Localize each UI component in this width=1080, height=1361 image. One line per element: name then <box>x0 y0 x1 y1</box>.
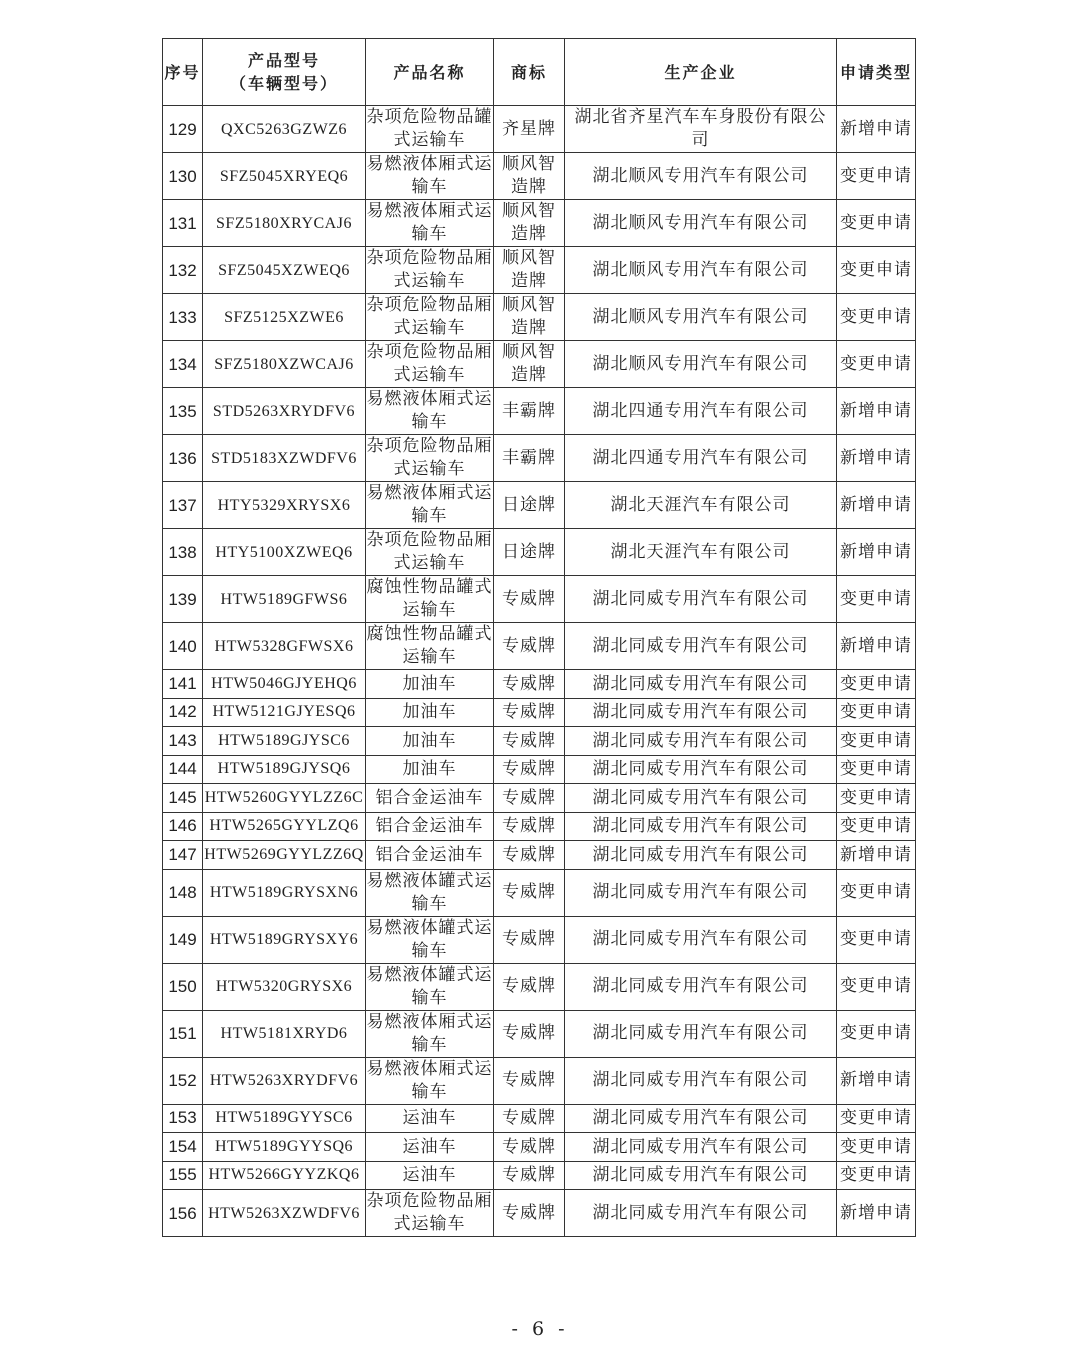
manufacturer-cell: 湖北同威专用汽车有限公司 <box>565 812 837 841</box>
application-type-cell: 新增申请 <box>837 1190 916 1237</box>
product-name-cell: 铝合金运油车 <box>366 812 494 841</box>
header-application-type: 申请类型 <box>837 39 916 106</box>
table-row <box>163 1104 916 1133</box>
product-model-cell: HTW5269GYYLZZ6Q <box>203 841 366 870</box>
brand-cell: 专威牌 <box>494 698 565 727</box>
product-model-cell: HTW5260GYYLZZ6C <box>203 784 366 813</box>
brand-cell: 专威牌 <box>494 916 565 963</box>
serial-number-cell: 135 <box>163 388 203 435</box>
product-model-cell: HTW5189GRYSXY6 <box>203 916 366 963</box>
brand-cell: 专威牌 <box>494 1104 565 1133</box>
application-type-cell: 新增申请 <box>837 106 916 153</box>
serial-number-cell: 156 <box>163 1190 203 1237</box>
brand-cell: 专威牌 <box>494 755 565 784</box>
product-name-cell: 运油车 <box>366 1161 494 1190</box>
serial-number-cell: 134 <box>163 341 203 388</box>
header-serial-number: 序号 <box>163 39 203 106</box>
product-name-cell: 加油车 <box>366 755 494 784</box>
product-model-cell: SFZ5045XRYEQ6 <box>203 153 366 200</box>
header-manufacturer: 生产企业 <box>565 39 837 106</box>
table-row <box>163 812 916 841</box>
product-model-cell: HTW5181XRYD6 <box>203 1010 366 1057</box>
product-name-cell: 易燃液体罐式运输车 <box>366 869 494 916</box>
serial-number-cell: 152 <box>163 1057 203 1104</box>
manufacturer-cell: 湖北同威专用汽车有限公司 <box>565 1104 837 1133</box>
manufacturer-cell: 湖北同威专用汽车有限公司 <box>565 869 837 916</box>
product-model-cell: HTW5189GFWS6 <box>203 576 366 623</box>
brand-cell: 专威牌 <box>494 1057 565 1104</box>
brand-cell: 专威牌 <box>494 841 565 870</box>
table-row <box>163 1010 916 1057</box>
manufacturer-cell: 湖北同威专用汽车有限公司 <box>565 1133 837 1162</box>
brand-cell: 专威牌 <box>494 670 565 699</box>
manufacturer-cell: 湖北天涯汽车有限公司 <box>565 529 837 576</box>
product-name-cell: 杂项危险物品厢式运输车 <box>366 247 494 294</box>
brand-cell: 丰霸牌 <box>494 435 565 482</box>
serial-number-cell: 147 <box>163 841 203 870</box>
application-type-cell: 新增申请 <box>837 1057 916 1104</box>
brand-cell: 日途牌 <box>494 529 565 576</box>
table-row <box>163 200 916 247</box>
brand-cell: 专威牌 <box>494 1133 565 1162</box>
manufacturer-cell: 湖北顺风专用汽车有限公司 <box>565 247 837 294</box>
serial-number-cell: 140 <box>163 623 203 670</box>
product-model-cell: HTW5046GJYEHQ6 <box>203 670 366 699</box>
application-type-cell: 新增申请 <box>837 388 916 435</box>
table-row <box>163 869 916 916</box>
product-name-cell: 易燃液体厢式运输车 <box>366 482 494 529</box>
manufacturer-cell: 湖北四通专用汽车有限公司 <box>565 388 837 435</box>
application-type-cell: 变更申请 <box>837 755 916 784</box>
product-name-cell: 铝合金运油车 <box>366 841 494 870</box>
table-row <box>163 106 916 153</box>
brand-cell: 专威牌 <box>494 812 565 841</box>
product-model-cell: HTW5266GYYZKQ6 <box>203 1161 366 1190</box>
product-name-cell: 运油车 <box>366 1133 494 1162</box>
manufacturer-cell: 湖北同威专用汽车有限公司 <box>565 1161 837 1190</box>
application-type-cell: 变更申请 <box>837 1133 916 1162</box>
brand-cell: 专威牌 <box>494 623 565 670</box>
application-type-cell: 变更申请 <box>837 1104 916 1133</box>
table-header-row <box>163 39 916 106</box>
manufacturer-cell: 湖北顺风专用汽车有限公司 <box>565 341 837 388</box>
header-product-model: 产品型号 （车辆型号） <box>203 39 366 106</box>
brand-cell: 专威牌 <box>494 576 565 623</box>
serial-number-cell: 150 <box>163 963 203 1010</box>
product-name-cell: 加油车 <box>366 727 494 756</box>
brand-cell: 顺风智造牌 <box>494 341 565 388</box>
product-model-cell: STD5183XZWDFV6 <box>203 435 366 482</box>
product-name-cell: 易燃液体厢式运输车 <box>366 1010 494 1057</box>
manufacturer-cell: 湖北同威专用汽车有限公司 <box>565 670 837 699</box>
application-type-cell: 变更申请 <box>837 1010 916 1057</box>
application-type-cell: 新增申请 <box>837 623 916 670</box>
application-type-cell: 变更申请 <box>837 294 916 341</box>
brand-cell: 顺风智造牌 <box>494 247 565 294</box>
serial-number-cell: 155 <box>163 1161 203 1190</box>
table-row <box>163 1057 916 1104</box>
application-type-cell: 新增申请 <box>837 841 916 870</box>
product-model-cell: HTW5189GYYSQ6 <box>203 1133 366 1162</box>
table-row <box>163 1161 916 1190</box>
serial-number-cell: 149 <box>163 916 203 963</box>
product-name-cell: 铝合金运油车 <box>366 784 494 813</box>
serial-number-cell: 142 <box>163 698 203 727</box>
product-name-cell: 腐蚀性物品罐式运输车 <box>366 623 494 670</box>
application-type-cell: 变更申请 <box>837 963 916 1010</box>
serial-number-cell: 133 <box>163 294 203 341</box>
table-row <box>163 529 916 576</box>
brand-cell: 专威牌 <box>494 1010 565 1057</box>
product-name-cell: 易燃液体厢式运输车 <box>366 200 494 247</box>
serial-number-cell: 129 <box>163 106 203 153</box>
product-model-cell: HTY5100XZWEQ6 <box>203 529 366 576</box>
table-row <box>163 623 916 670</box>
serial-number-cell: 153 <box>163 1104 203 1133</box>
product-name-cell: 杂项危险物品厢式运输车 <box>366 1190 494 1237</box>
product-model-cell: HTW5189GRYSXN6 <box>203 869 366 916</box>
product-model-cell: HTW5265GYYLZQ6 <box>203 812 366 841</box>
manufacturer-cell: 湖北天涯汽车有限公司 <box>565 482 837 529</box>
vehicle-product-table <box>162 38 916 1237</box>
product-model-cell: SFZ5125XZWE6 <box>203 294 366 341</box>
product-model-cell: HTW5189GJYSQ6 <box>203 755 366 784</box>
product-name-cell: 运油车 <box>366 1104 494 1133</box>
manufacturer-cell: 湖北同威专用汽车有限公司 <box>565 784 837 813</box>
application-type-cell: 新增申请 <box>837 435 916 482</box>
application-type-cell: 变更申请 <box>837 1161 916 1190</box>
application-type-cell: 变更申请 <box>837 200 916 247</box>
product-name-cell: 加油车 <box>366 670 494 699</box>
application-type-cell: 变更申请 <box>837 670 916 699</box>
serial-number-cell: 146 <box>163 812 203 841</box>
serial-number-cell: 131 <box>163 200 203 247</box>
serial-number-cell: 154 <box>163 1133 203 1162</box>
product-name-cell: 杂项危险物品厢式运输车 <box>366 294 494 341</box>
application-type-cell: 变更申请 <box>837 341 916 388</box>
table-row <box>163 784 916 813</box>
application-type-cell: 变更申请 <box>837 916 916 963</box>
manufacturer-cell: 湖北同威专用汽车有限公司 <box>565 916 837 963</box>
product-model-cell: STD5263XRYDFV6 <box>203 388 366 435</box>
manufacturer-cell: 湖北顺风专用汽车有限公司 <box>565 200 837 247</box>
manufacturer-cell: 湖北省齐星汽车车身股份有限公司 <box>565 106 837 153</box>
header-brand: 商标 <box>494 39 565 106</box>
manufacturer-cell: 湖北同威专用汽车有限公司 <box>565 727 837 756</box>
table-row <box>163 916 916 963</box>
table-row <box>163 963 916 1010</box>
product-name-cell: 腐蚀性物品罐式运输车 <box>366 576 494 623</box>
manufacturer-cell: 湖北顺风专用汽车有限公司 <box>565 153 837 200</box>
manufacturer-cell: 湖北同威专用汽车有限公司 <box>565 623 837 670</box>
table-row <box>163 294 916 341</box>
table-row <box>163 670 916 699</box>
brand-cell: 专威牌 <box>494 869 565 916</box>
manufacturer-cell: 湖北同威专用汽车有限公司 <box>565 963 837 1010</box>
table-row <box>163 341 916 388</box>
table-row <box>163 153 916 200</box>
table-row <box>163 755 916 784</box>
product-name-cell: 易燃液体罐式运输车 <box>366 916 494 963</box>
manufacturer-cell: 湖北四通专用汽车有限公司 <box>565 435 837 482</box>
page-number: - 6 - <box>511 1318 569 1340</box>
application-type-cell: 新增申请 <box>837 482 916 529</box>
table-row <box>163 698 916 727</box>
table-row <box>163 1190 916 1237</box>
serial-number-cell: 143 <box>163 727 203 756</box>
table-row <box>163 576 916 623</box>
manufacturer-cell: 湖北同威专用汽车有限公司 <box>565 841 837 870</box>
table-row <box>163 841 916 870</box>
product-model-cell: HTW5328GFWSX6 <box>203 623 366 670</box>
brand-cell: 专威牌 <box>494 784 565 813</box>
product-name-cell: 易燃液体厢式运输车 <box>366 388 494 435</box>
brand-cell: 专威牌 <box>494 1190 565 1237</box>
brand-cell: 顺风智造牌 <box>494 294 565 341</box>
application-type-cell: 变更申请 <box>837 247 916 294</box>
serial-number-cell: 136 <box>163 435 203 482</box>
product-model-cell: SFZ5045XZWEQ6 <box>203 247 366 294</box>
brand-cell: 丰霸牌 <box>494 388 565 435</box>
product-name-cell: 杂项危险物品厢式运输车 <box>366 341 494 388</box>
serial-number-cell: 130 <box>163 153 203 200</box>
product-model-cell: HTW5189GYYSC6 <box>203 1104 366 1133</box>
serial-number-cell: 137 <box>163 482 203 529</box>
header-product-name: 产品名称 <box>366 39 494 106</box>
product-model-cell: HTW5263XZWDFV6 <box>203 1190 366 1237</box>
product-model-cell: HTW5189GJYSC6 <box>203 727 366 756</box>
product-name-cell: 杂项危险物品厢式运输车 <box>366 529 494 576</box>
table-row <box>163 727 916 756</box>
product-model-cell: HTW5121GJYESQ6 <box>203 698 366 727</box>
product-name-cell: 杂项危险物品厢式运输车 <box>366 435 494 482</box>
application-type-cell: 新增申请 <box>837 529 916 576</box>
serial-number-cell: 148 <box>163 869 203 916</box>
application-type-cell: 变更申请 <box>837 812 916 841</box>
application-type-cell: 变更申请 <box>837 869 916 916</box>
manufacturer-cell: 湖北同威专用汽车有限公司 <box>565 755 837 784</box>
manufacturer-cell: 湖北同威专用汽车有限公司 <box>565 1010 837 1057</box>
serial-number-cell: 139 <box>163 576 203 623</box>
product-name-cell: 杂项危险物品罐式运输车 <box>366 106 494 153</box>
application-type-cell: 变更申请 <box>837 153 916 200</box>
brand-cell: 专威牌 <box>494 963 565 1010</box>
product-name-cell: 加油车 <box>366 698 494 727</box>
manufacturer-cell: 湖北顺风专用汽车有限公司 <box>565 294 837 341</box>
manufacturer-cell: 湖北同威专用汽车有限公司 <box>565 698 837 727</box>
table-row <box>163 388 916 435</box>
serial-number-cell: 138 <box>163 529 203 576</box>
manufacturer-cell: 湖北同威专用汽车有限公司 <box>565 1057 837 1104</box>
application-type-cell: 变更申请 <box>837 727 916 756</box>
application-type-cell: 变更申请 <box>837 576 916 623</box>
application-type-cell: 变更申请 <box>837 784 916 813</box>
brand-cell: 齐星牌 <box>494 106 565 153</box>
serial-number-cell: 141 <box>163 670 203 699</box>
manufacturer-cell: 湖北同威专用汽车有限公司 <box>565 1190 837 1237</box>
product-model-cell: HTW5320GRYSX6 <box>203 963 366 1010</box>
serial-number-cell: 145 <box>163 784 203 813</box>
brand-cell: 顺风智造牌 <box>494 200 565 247</box>
product-name-cell: 易燃液体罐式运输车 <box>366 963 494 1010</box>
serial-number-cell: 151 <box>163 1010 203 1057</box>
product-model-cell: QXC5263GZWZ6 <box>203 106 366 153</box>
table-row <box>163 1133 916 1162</box>
manufacturer-cell: 湖北同威专用汽车有限公司 <box>565 576 837 623</box>
brand-cell: 专威牌 <box>494 1161 565 1190</box>
serial-number-cell: 132 <box>163 247 203 294</box>
brand-cell: 日途牌 <box>494 482 565 529</box>
table-row <box>163 247 916 294</box>
product-model-cell: SFZ5180XZWCAJ6 <box>203 341 366 388</box>
table-body <box>163 106 916 1237</box>
serial-number-cell: 144 <box>163 755 203 784</box>
product-model-cell: HTY5329XRYSX6 <box>203 482 366 529</box>
product-model-cell: SFZ5180XRYCAJ6 <box>203 200 366 247</box>
product-name-cell: 易燃液体厢式运输车 <box>366 153 494 200</box>
product-name-cell: 易燃液体厢式运输车 <box>366 1057 494 1104</box>
product-model-cell: HTW5263XRYDFV6 <box>203 1057 366 1104</box>
application-type-cell: 变更申请 <box>837 698 916 727</box>
brand-cell: 顺风智造牌 <box>494 153 565 200</box>
table-row <box>163 435 916 482</box>
brand-cell: 专威牌 <box>494 727 565 756</box>
table-row <box>163 482 916 529</box>
